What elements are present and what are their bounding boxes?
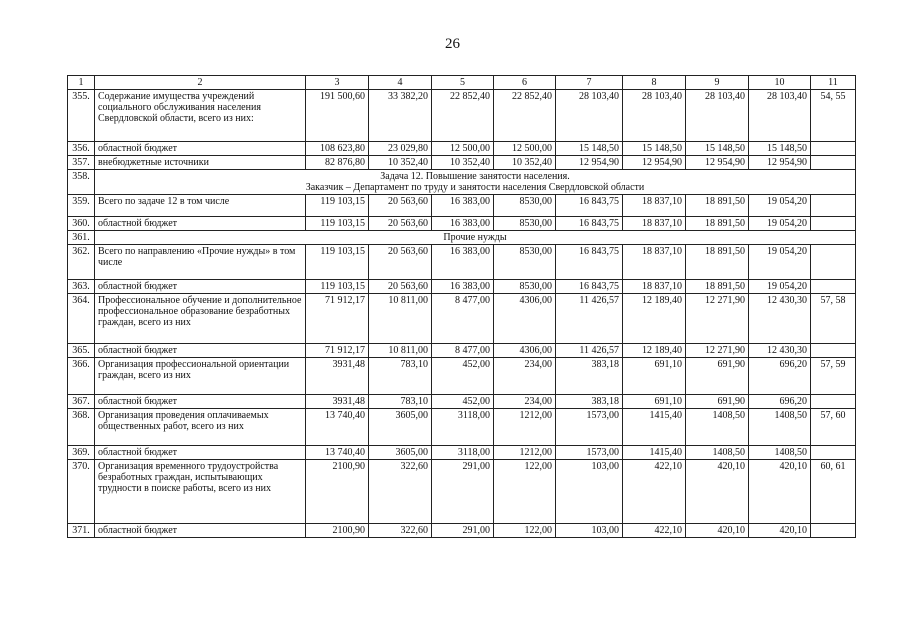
table-row <box>68 460 856 524</box>
budget-table <box>67 75 856 538</box>
year-6-cell: 420,10 <box>686 460 749 524</box>
row-number-cell: 364. <box>68 294 95 344</box>
total-cell: 191 500,60 <box>306 90 369 142</box>
year-6-cell: 18 891,50 <box>686 217 749 231</box>
total-cell: 119 103,15 <box>306 245 369 280</box>
year-5-cell: 18 837,10 <box>623 280 686 294</box>
column-header-2: 2 <box>95 76 306 90</box>
year-7-cell: 12 954,90 <box>749 156 811 170</box>
description-cell: Организация проведения оплачиваемых общественных работ, всего из них <box>95 409 306 446</box>
column-header-7: 7 <box>556 76 623 90</box>
year-2-cell: 16 383,00 <box>432 217 494 231</box>
year-6-cell: 18 891,50 <box>686 245 749 280</box>
total-cell: 119 103,15 <box>306 195 369 217</box>
year-6-cell: 28 103,40 <box>686 90 749 142</box>
row-number: 358. <box>68 170 95 195</box>
row-number-cell: 360. <box>68 217 95 231</box>
year-5-cell: 1415,40 <box>623 446 686 460</box>
table-row <box>68 358 856 395</box>
target-refs-cell: 57, 60 <box>811 409 856 446</box>
year-7-cell: 12 430,30 <box>749 294 811 344</box>
year-2-cell: 291,00 <box>432 460 494 524</box>
year-5-cell: 12 954,90 <box>623 156 686 170</box>
total-cell: 2100,90 <box>306 524 369 538</box>
row-number-cell: 370. <box>68 460 95 524</box>
year-1-cell: 10 811,00 <box>369 294 432 344</box>
year-1-cell: 33 382,20 <box>369 90 432 142</box>
year-7-cell: 696,20 <box>749 395 811 409</box>
row-number-cell: 357. <box>68 156 95 170</box>
total-cell: 119 103,15 <box>306 280 369 294</box>
year-7-cell: 1408,50 <box>749 409 811 446</box>
year-6-cell: 1408,50 <box>686 446 749 460</box>
section-heading-line: Заказчик – Департамент по труду и занятости населения Свердловской области <box>305 182 645 193</box>
table-row <box>68 524 856 538</box>
year-3-cell: 4306,00 <box>494 294 556 344</box>
year-5-cell: 15 148,50 <box>623 142 686 156</box>
year-5-cell: 1415,40 <box>623 409 686 446</box>
year-5-cell: 18 837,10 <box>623 195 686 217</box>
year-6-cell: 1408,50 <box>686 409 749 446</box>
description-cell: Организация профессиональной ориентации граждан, всего из них <box>95 358 306 395</box>
year-1-cell: 783,10 <box>369 358 432 395</box>
year-4-cell: 11 426,57 <box>556 344 623 358</box>
year-2-cell: 3118,00 <box>432 446 494 460</box>
year-5-cell: 691,10 <box>623 395 686 409</box>
row-number-cell: 367. <box>68 395 95 409</box>
year-5-cell: 28 103,40 <box>623 90 686 142</box>
target-refs-cell <box>811 156 856 170</box>
year-5-cell: 18 837,10 <box>623 217 686 231</box>
year-2-cell: 16 383,00 <box>432 280 494 294</box>
description-cell: областной бюджет <box>95 142 306 156</box>
target-refs-cell <box>811 245 856 280</box>
description-cell: областной бюджет <box>95 446 306 460</box>
year-4-cell: 1573,00 <box>556 446 623 460</box>
year-4-cell: 16 843,75 <box>556 280 623 294</box>
row-number-cell: 356. <box>68 142 95 156</box>
table-row <box>68 280 856 294</box>
year-4-cell: 383,18 <box>556 395 623 409</box>
year-3-cell: 1212,00 <box>494 446 556 460</box>
description-cell: областной бюджет <box>95 344 306 358</box>
total-cell: 82 876,80 <box>306 156 369 170</box>
table-row <box>68 195 856 217</box>
column-header-6: 6 <box>494 76 556 90</box>
year-6-cell: 12 954,90 <box>686 156 749 170</box>
year-7-cell: 15 148,50 <box>749 142 811 156</box>
table-row <box>68 231 856 245</box>
description-cell: Всего по направлению «Прочие нужды» в том числе <box>95 245 306 280</box>
year-2-cell: 8 477,00 <box>432 294 494 344</box>
year-2-cell: 3118,00 <box>432 409 494 446</box>
year-3-cell: 8530,00 <box>494 195 556 217</box>
total-cell: 3931,48 <box>306 358 369 395</box>
year-2-cell: 16 383,00 <box>432 195 494 217</box>
year-2-cell: 16 383,00 <box>432 245 494 280</box>
section-heading-line: Прочие нужды <box>443 232 507 243</box>
year-4-cell: 103,00 <box>556 524 623 538</box>
year-3-cell: 122,00 <box>494 460 556 524</box>
year-4-cell: 383,18 <box>556 358 623 395</box>
total-cell: 108 623,80 <box>306 142 369 156</box>
description-cell: Всего по задаче 12 в том числе <box>95 195 306 217</box>
target-refs-cell <box>811 395 856 409</box>
year-3-cell: 234,00 <box>494 358 556 395</box>
year-6-cell: 691,90 <box>686 358 749 395</box>
section-heading-line: Задача 12. Повышение занятости населения. <box>380 171 570 182</box>
row-number-cell: 366. <box>68 358 95 395</box>
column-header-8: 8 <box>623 76 686 90</box>
year-7-cell: 420,10 <box>749 524 811 538</box>
year-6-cell: 18 891,50 <box>686 280 749 294</box>
page-number: 26 <box>445 36 460 52</box>
year-7-cell: 19 054,20 <box>749 195 811 217</box>
section-heading <box>95 170 856 195</box>
row-number-cell: 371. <box>68 524 95 538</box>
year-3-cell: 22 852,40 <box>494 90 556 142</box>
year-3-cell: 8530,00 <box>494 245 556 280</box>
description-cell: областной бюджет <box>95 395 306 409</box>
description-cell: областной бюджет <box>95 280 306 294</box>
row-number-cell: 365. <box>68 344 95 358</box>
table-row <box>68 409 856 446</box>
target-refs-cell <box>811 524 856 538</box>
column-header-3: 3 <box>306 76 369 90</box>
year-3-cell: 122,00 <box>494 524 556 538</box>
description-cell: Организация временного трудоустройства безработных граждан, испытывающих трудности в поиске работы, всего из них <box>95 460 306 524</box>
year-1-cell: 20 563,60 <box>369 245 432 280</box>
year-7-cell: 420,10 <box>749 460 811 524</box>
year-4-cell: 16 843,75 <box>556 245 623 280</box>
column-header-11: 11 <box>811 76 856 90</box>
year-3-cell: 8530,00 <box>494 217 556 231</box>
year-6-cell: 420,10 <box>686 524 749 538</box>
target-refs-cell <box>811 280 856 294</box>
year-6-cell: 691,90 <box>686 395 749 409</box>
total-cell: 2100,90 <box>306 460 369 524</box>
column-header-1: 1 <box>68 76 95 90</box>
table-row <box>68 170 856 195</box>
table-row <box>68 90 856 142</box>
table-row <box>68 395 856 409</box>
year-5-cell: 422,10 <box>623 524 686 538</box>
row-number-cell: 368. <box>68 409 95 446</box>
year-4-cell: 103,00 <box>556 460 623 524</box>
year-7-cell: 19 054,20 <box>749 217 811 231</box>
year-4-cell: 1573,00 <box>556 409 623 446</box>
year-1-cell: 10 811,00 <box>369 344 432 358</box>
year-1-cell: 322,60 <box>369 460 432 524</box>
year-5-cell: 691,10 <box>623 358 686 395</box>
target-refs-cell: 54, 55 <box>811 90 856 142</box>
year-3-cell: 234,00 <box>494 395 556 409</box>
section-heading <box>95 231 856 245</box>
description-cell: Содержание имущества учреждений социального обслуживания населения Свердловской области, всего из них: <box>95 90 306 142</box>
year-3-cell: 10 352,40 <box>494 156 556 170</box>
year-7-cell: 12 430,30 <box>749 344 811 358</box>
total-cell: 71 912,17 <box>306 344 369 358</box>
target-refs-cell <box>811 195 856 217</box>
row-number-cell: 355. <box>68 90 95 142</box>
target-refs-cell <box>811 142 856 156</box>
year-1-cell: 322,60 <box>369 524 432 538</box>
year-7-cell: 1408,50 <box>749 446 811 460</box>
table-row <box>68 142 856 156</box>
table-row <box>68 217 856 231</box>
year-5-cell: 422,10 <box>623 460 686 524</box>
year-4-cell: 28 103,40 <box>556 90 623 142</box>
description-cell: внебюджетные источники <box>95 156 306 170</box>
year-7-cell: 696,20 <box>749 358 811 395</box>
year-2-cell: 452,00 <box>432 358 494 395</box>
total-cell: 3931,48 <box>306 395 369 409</box>
year-3-cell: 12 500,00 <box>494 142 556 156</box>
row-number-cell: 369. <box>68 446 95 460</box>
table-header-row <box>68 76 856 90</box>
year-5-cell: 12 189,40 <box>623 294 686 344</box>
total-cell: 119 103,15 <box>306 217 369 231</box>
year-3-cell: 1212,00 <box>494 409 556 446</box>
year-2-cell: 452,00 <box>432 395 494 409</box>
table-row <box>68 156 856 170</box>
year-4-cell: 12 954,90 <box>556 156 623 170</box>
year-6-cell: 18 891,50 <box>686 195 749 217</box>
table-row <box>68 294 856 344</box>
target-refs-cell: 57, 58 <box>811 294 856 344</box>
year-2-cell: 22 852,40 <box>432 90 494 142</box>
year-2-cell: 8 477,00 <box>432 344 494 358</box>
column-header-10: 10 <box>749 76 811 90</box>
target-refs-cell: 57, 59 <box>811 358 856 395</box>
table-row <box>68 245 856 280</box>
year-3-cell: 8530,00 <box>494 280 556 294</box>
year-1-cell: 3605,00 <box>369 446 432 460</box>
year-7-cell: 19 054,20 <box>749 245 811 280</box>
column-header-5: 5 <box>432 76 494 90</box>
description-cell: областной бюджет <box>95 524 306 538</box>
target-refs-cell: 60, 61 <box>811 460 856 524</box>
column-header-4: 4 <box>369 76 432 90</box>
year-1-cell: 20 563,60 <box>369 217 432 231</box>
year-1-cell: 783,10 <box>369 395 432 409</box>
column-header-9: 9 <box>686 76 749 90</box>
target-refs-cell <box>811 446 856 460</box>
year-7-cell: 19 054,20 <box>749 280 811 294</box>
total-cell: 71 912,17 <box>306 294 369 344</box>
row-number-cell: 363. <box>68 280 95 294</box>
description-cell: Профессиональное обучение и дополнительное профессиональное образование безработных граждан, всего из них <box>95 294 306 344</box>
year-6-cell: 12 271,90 <box>686 294 749 344</box>
row-number: 361. <box>68 231 95 245</box>
target-refs-cell <box>811 344 856 358</box>
year-4-cell: 16 843,75 <box>556 195 623 217</box>
total-cell: 13 740,40 <box>306 446 369 460</box>
year-2-cell: 291,00 <box>432 524 494 538</box>
row-number-cell: 359. <box>68 195 95 217</box>
year-1-cell: 3605,00 <box>369 409 432 446</box>
year-6-cell: 15 148,50 <box>686 142 749 156</box>
year-6-cell: 12 271,90 <box>686 344 749 358</box>
year-1-cell: 10 352,40 <box>369 156 432 170</box>
year-4-cell: 15 148,50 <box>556 142 623 156</box>
year-1-cell: 23 029,80 <box>369 142 432 156</box>
year-2-cell: 10 352,40 <box>432 156 494 170</box>
year-2-cell: 12 500,00 <box>432 142 494 156</box>
year-5-cell: 18 837,10 <box>623 245 686 280</box>
year-3-cell: 4306,00 <box>494 344 556 358</box>
description-cell: областной бюджет <box>95 217 306 231</box>
year-1-cell: 20 563,60 <box>369 195 432 217</box>
table-row <box>68 344 856 358</box>
target-refs-cell <box>811 217 856 231</box>
year-4-cell: 11 426,57 <box>556 294 623 344</box>
year-1-cell: 20 563,60 <box>369 280 432 294</box>
table-row <box>68 446 856 460</box>
year-4-cell: 16 843,75 <box>556 217 623 231</box>
year-5-cell: 12 189,40 <box>623 344 686 358</box>
total-cell: 13 740,40 <box>306 409 369 446</box>
year-7-cell: 28 103,40 <box>749 90 811 142</box>
row-number-cell: 362. <box>68 245 95 280</box>
